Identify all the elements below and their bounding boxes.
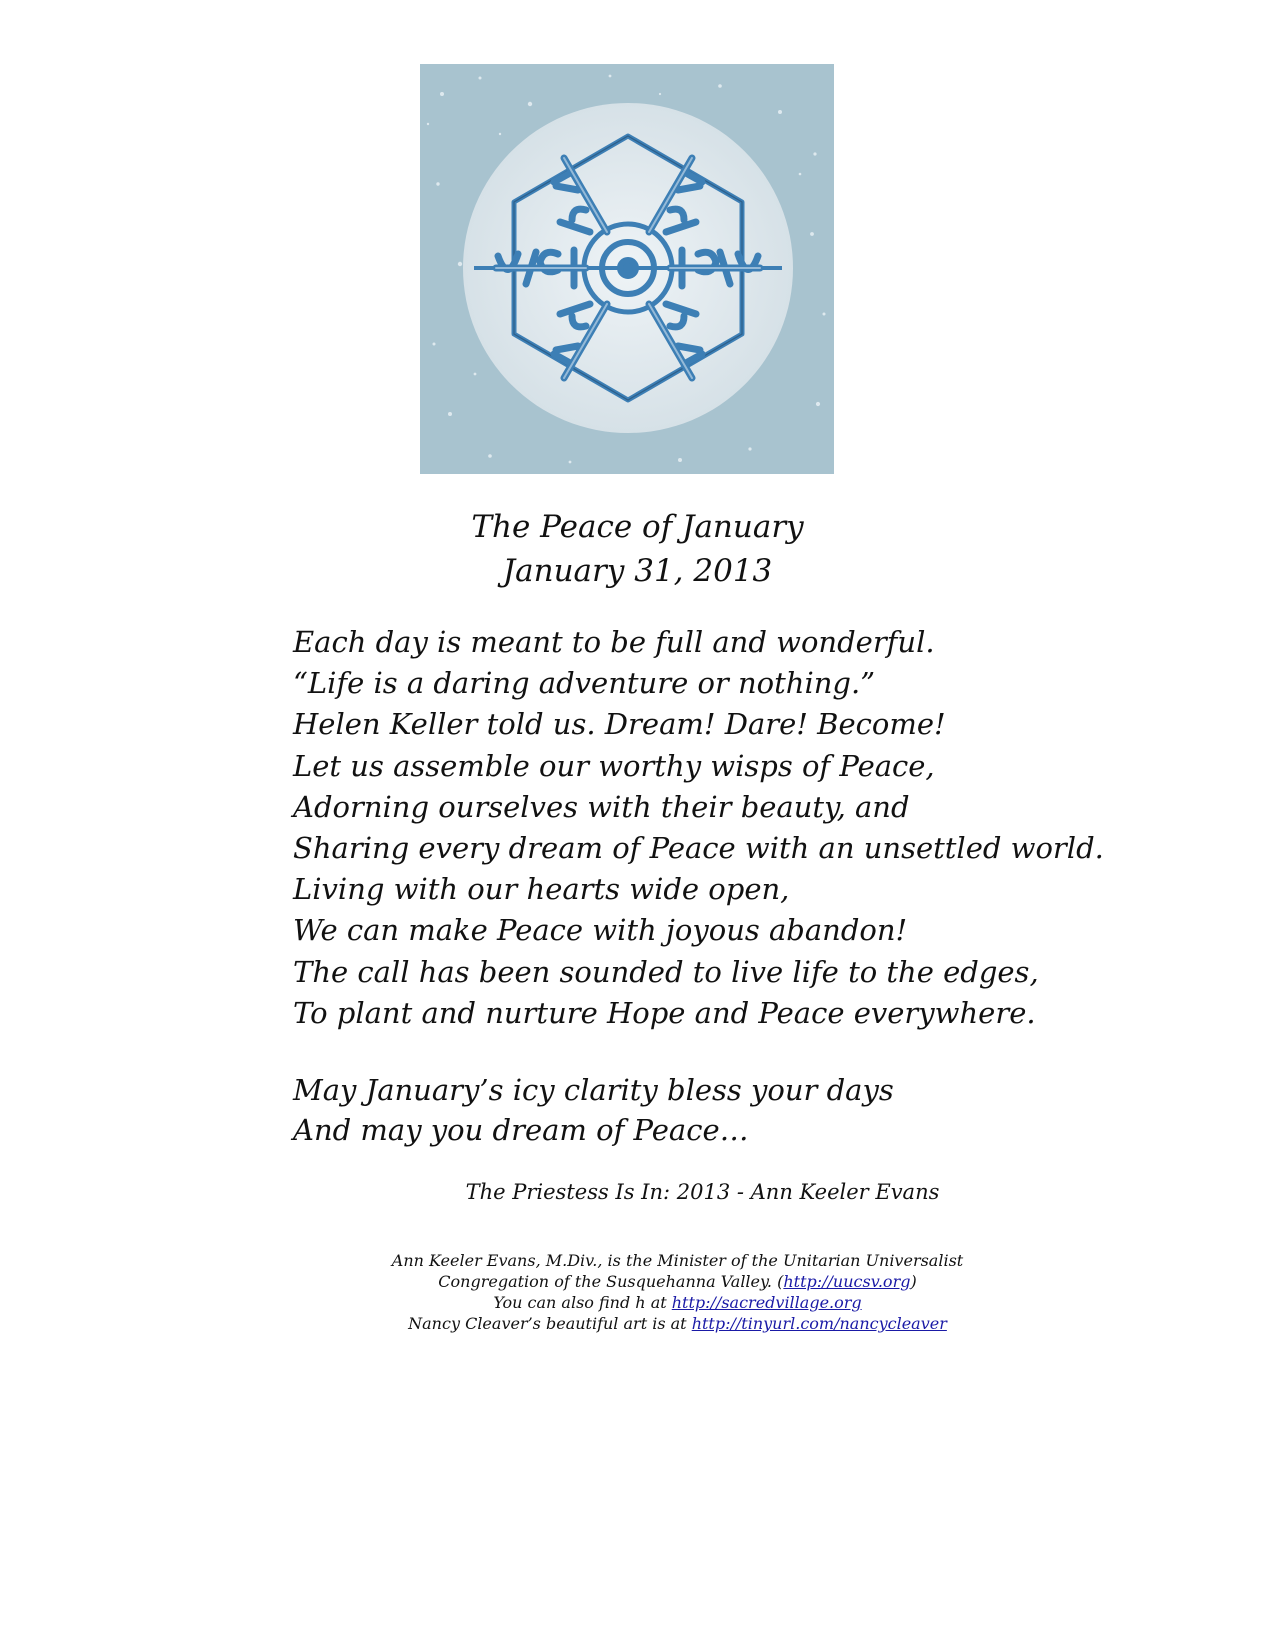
credits-text: Nancy Cleaver’s beautiful art is at [408,1314,692,1333]
page-date: January 31, 2013 [502,553,773,589]
peace-snowflake-icon [420,64,834,474]
credits-line-4 [80,1313,1275,1334]
poem-line: To plant and nurture Hope and Peace everywhere. [293,995,1036,1030]
nancycleaver-link[interactable]: http://tinyurl.com/nancycleaver [691,1314,947,1333]
sacredvillage-link[interactable]: http://sacredvillage.org [671,1293,862,1312]
closing-line: And may you dream of Peace… [293,1113,749,1147]
closing-blessing [293,1070,1193,1150]
poem-line: We can make Peace with joyous abandon! [293,913,908,948]
credits-text: ) [910,1272,917,1291]
poem-line: The call has been sounded to live life to the edges, [293,954,1039,989]
poem-line: Living with our hearts wide open, [293,872,790,907]
page-title: The Peace of January [471,509,804,545]
uucsv-link[interactable]: http://uucsv.org [783,1272,911,1291]
title-block [0,505,1275,593]
poem-line: “Life is a daring adventure or nothing.” [293,666,876,701]
poem-line: Let us assemble our worthy wisps of Peace, [293,748,935,783]
credits-text: You can also find h at [493,1293,672,1312]
credits-block [0,1250,1275,1334]
credits-line-1: Ann Keeler Evans, M.Div., is the Minister of the Unitarian Universalist [391,1251,964,1270]
poem-line: Each day is meant to be full and wonderful. [293,625,935,659]
poem-line: Sharing every dream of Peace with an unsettled world. [293,831,1104,866]
poem-line: Helen Keller told us. Dream! Dare! Become! [293,707,946,742]
poem-line: Adorning ourselves with their beauty, and [293,789,910,824]
peace-snowflake-artwork [420,64,834,474]
poem-body [293,622,1193,1034]
credits-line-3 [80,1292,1275,1313]
closing-line: May January’s icy clarity bless your days [293,1073,894,1107]
signature-line: The Priestess Is In: 2013 - Ann Keeler Evans [465,1180,940,1204]
credits-text: Congregation of the Susquehanna Valley. ( [438,1272,784,1291]
credits-line-2 [80,1271,1275,1292]
